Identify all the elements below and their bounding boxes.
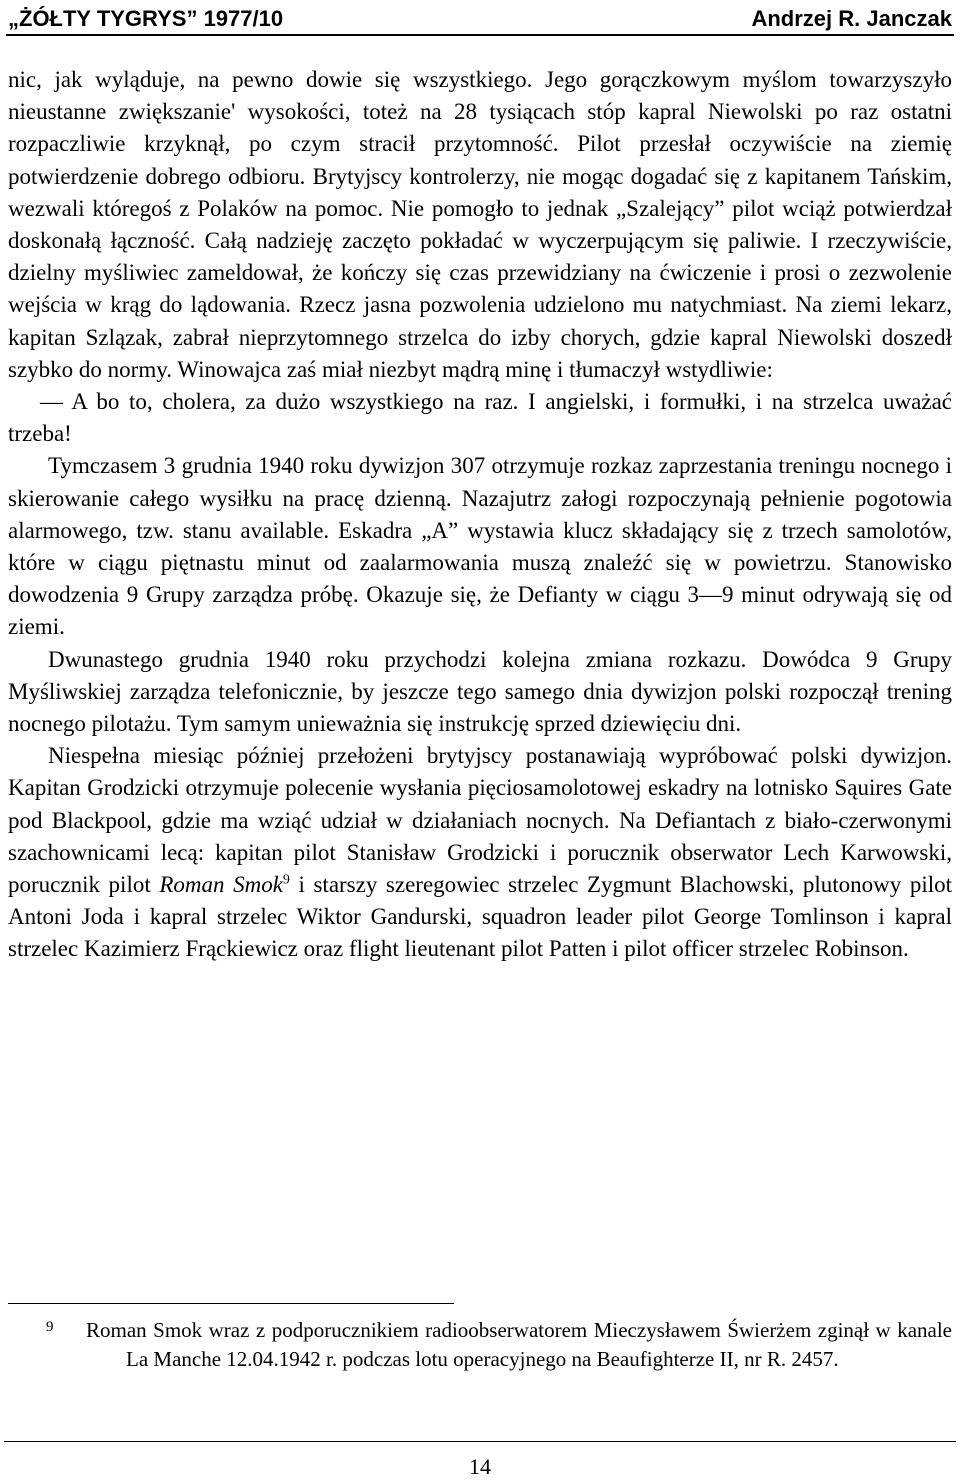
footnote-text: Roman Smok wraz z podporucznikiem radioobserwatorem Mieczysławem Świerżem zginął w kanale La Manche 12.04.1942 r. podczas lotu operacyjnego na Beaufighterze II, nr R. 2457. (86, 1318, 952, 1371)
header-divider (6, 34, 954, 36)
paragraph-4: Dwunastego grudnia 1940 roku przychodzi kolejna zmiana rozkazu. Dowódca 9 Grupy Myśliwskiej zarządza telefonicznie, by jeszcze tego samego dnia dywizjon polski rozpoczął trening nocnego pilotażu. Tym samym unieważnia się instrukcję sprzed dziewięciu dni. (8, 646, 952, 737)
footnote-number: 9 (46, 1319, 54, 1335)
italic-name: Roman Smok (159, 872, 283, 898)
footer-divider (4, 1441, 956, 1442)
main-text (8, 64, 952, 966)
footnote-divider (8, 1303, 454, 1304)
paragraph-1: nic, jak wyląduje, na pewno dowie się wszystkiego. Jego gorączkowym myślom towarzyszyło nieustanne zwiększanie' wysokości, toteż na 28 tysiącach stóp kapral Niewolski po raz ostatni rozpaczliwie krzyknął, po czym stracił przytomność. Pilot przesłał oczywiście na ziemię potwierdzenie dobrego odbioru. Brytyjscy kontrolerzy, nie mogąc dogadać się z kapitanem Tańskim, wezwali któregoś z Polaków na pomoc. Nie pomogło to jednak „Szalejący” pilot wciąż potwierdzał doskonałą łączność. Całą nadzieję zaczęto pokładać w wyczerpującym się paliwie. I rzeczywiście, dzielny myśliwiec zameldował, że kończy się czas przewidziany na ćwiczenie i prosi o zezwolenie wejścia w krąg do lądowania. Rzecz jasna pozwolenia udzielono mu natychmiast. Na ziemi lekarz, kapitan Szlązak, zabrał nieprzytomnego strzelca do izby chorych, gdzie kapral Niewolski doszedł szybko do normy. Winowajca zaś miał niezbyt mądrą minę i tłumaczył wstydliwie: (8, 67, 952, 382)
header-author: Andrzej R. Janczak (751, 6, 952, 31)
paragraph-5 (8, 740, 952, 965)
paragraph-dialogue: — A bo to, cholera, za dużo wszystkiego na raz. I angielski, i formułki, i na strzelca uważać trzeba! (8, 389, 952, 447)
footnote-reference[interactable]: 9 (282, 872, 290, 888)
paragraph-3: Tymczasem 3 grudnia 1940 roku dywizjon 307 otrzymuje rozkaz zaprzestania treningu nocnego i skierowanie całego wysiłku na pracę dzienną. Nazajutrz załogi rozpoczynają pełnienie pogotowia alarmowego, tzw. stanu available. Eskadra „A” wystawia klucz składający się z trzech samolotów, które w ciągu piętnastu minut od zaalarmowania muszą znaleźć się w powietrzu. Stanowisko dowodzenia 9 Grupy zarządza próbę. Okazuje się, że Defianty w ciągu 3—9 minut odrywają się od ziemi. (8, 453, 952, 640)
header-title: „ŻÓŁTY TYGRYS” 1977/10 (8, 6, 284, 31)
paragraph-5-text-b: i starszy szeregowiec strzelec Zygmunt Blachowski, plutonowy pilot Antoni Joda i kapral strzelec Wiktor Gandurski, squadron leader pilot George Tomlinson i kapral strzelec Kazimierz Frąckiewicz oraz flight lieutenant pilot Patten i pilot officer strzelec Robinson. (8, 872, 953, 962)
page-number: 14 (469, 1454, 491, 1479)
paragraph-5-text-a: Niespełna miesiąc później przełożeni brytyjscy postanawiają wypróbować polski dywizjon. Kapitan Grodzicki otrzymuje polecenie wysłania pięciosamolotowej eskadry na lotnisko Sąuires Gate pod Blackpool, gdzie ma wziąć udział w działaniach nocnych. Na Defiantach z biało-czerwonymi szachownicami lecą: kapitan pilot Stanisław Grodzicki i porucznik obserwator Lech Karwowski, porucznik pilot (8, 743, 952, 898)
running-header (8, 6, 952, 32)
footnote (46, 1316, 952, 1374)
